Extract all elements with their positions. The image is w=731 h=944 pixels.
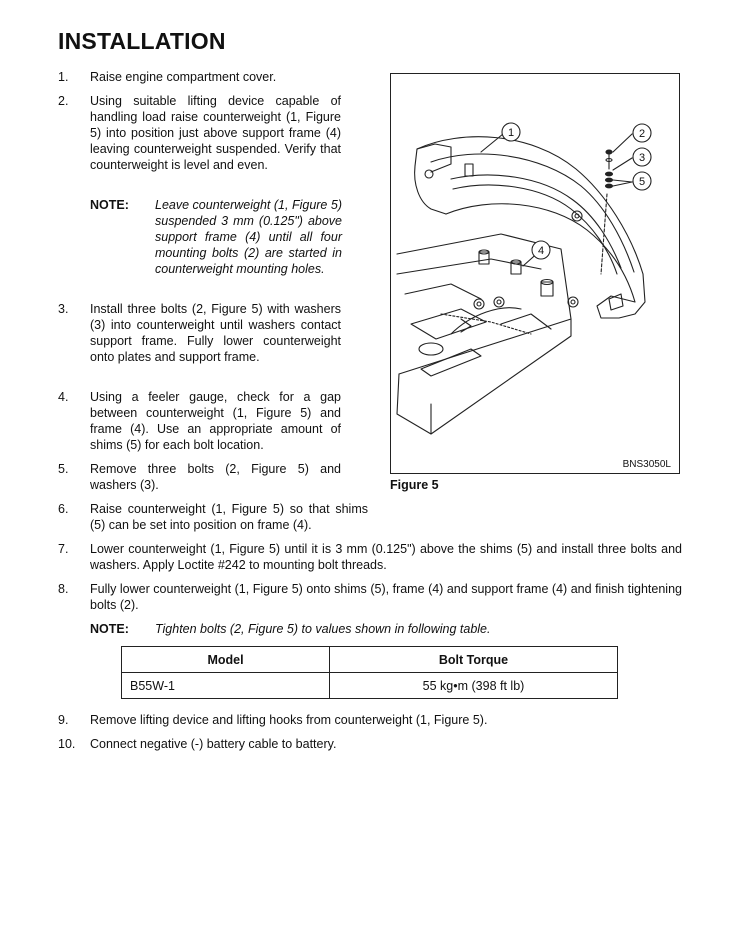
callout-2: 2	[638, 128, 646, 140]
step-number: 6.	[58, 502, 69, 516]
step-number: 2.	[58, 94, 69, 108]
step-number: 5.	[58, 462, 69, 476]
figure-code: BNS3050L	[622, 459, 671, 470]
step-text: Remove lifting device and lifting hooks from counterweight (1, Figure 5).	[90, 713, 488, 727]
step-text: Connect negative (-) battery cable to battery.	[90, 737, 337, 751]
step-number: 9.	[58, 713, 69, 727]
step-number: 3.	[58, 302, 69, 316]
callout-5: 5	[638, 176, 646, 188]
callout-4: 4	[537, 245, 545, 257]
note-text: Leave counterweight (1, Figure 5) suspended 3 mm (0.125") above support frame (4) until all four mounting bolts (2) are started in counterweight mounting holes.	[155, 198, 342, 276]
step-text: Using a feeler gauge, check for a gap between counterweight (1, Figure 5) and frame (4). Use an appropriate amount of shims (5) for each bolt location.	[90, 390, 341, 452]
callout-3: 3	[638, 152, 646, 164]
step-text: Remove three bolts (2, Figure 5) and washers (3).	[90, 462, 341, 492]
step-text: Using suitable lifting device capable of handling load raise counterweight (1, Figure 5) into position just above support frame (4) leaving counterweight suspended. Verify that counterweight is level and even.	[90, 94, 341, 172]
table-cell-model: B55W-1	[122, 673, 330, 699]
step-text: Install three bolts (2, Figure 5) with washers (3) into counterweight until washers contact support frame. Fully lower counterweight onto plates and support frame.	[90, 302, 341, 364]
step-text: Raise counterweight (1, Figure 5) so that shims (5) can be set into position on frame (4).	[90, 502, 368, 532]
step-text: Lower counterweight (1, Figure 5) until it is 3 mm (0.125") above the shims (5) and install three bolts and washers. Apply Loctite #242 to mounting bolt threads.	[90, 542, 682, 572]
table-cell-torque: 55 kg•m (398 ft lb)	[330, 673, 618, 699]
counterweight-illustration	[391, 74, 679, 473]
step-number: 10.	[58, 737, 76, 751]
note-label: NOTE:	[90, 622, 129, 636]
bolt-torque-table	[121, 646, 618, 699]
figure-5	[390, 73, 680, 474]
table-header-row	[122, 647, 618, 673]
table-header-bolt-torque: Bolt Torque	[330, 647, 618, 673]
page-title: INSTALLATION	[58, 28, 226, 54]
step-number: 4.	[58, 390, 69, 404]
figure-caption: Figure 5	[390, 478, 439, 492]
step-text: Raise engine compartment cover.	[90, 70, 277, 84]
step-number: 7.	[58, 542, 69, 556]
note-label: NOTE:	[90, 198, 129, 212]
table-header-model: Model	[122, 647, 330, 673]
step-text: Fully lower counterweight (1, Figure 5) onto shims (5), frame (4) and support frame (4) and finish tightening bolts (2).	[90, 582, 682, 612]
callout-1: 1	[507, 127, 515, 139]
table-row	[122, 673, 618, 699]
step-number: 8.	[58, 582, 69, 596]
step-number: 1.	[58, 70, 69, 84]
note-text: Tighten bolts (2, Figure 5) to values shown in following table.	[155, 622, 491, 636]
